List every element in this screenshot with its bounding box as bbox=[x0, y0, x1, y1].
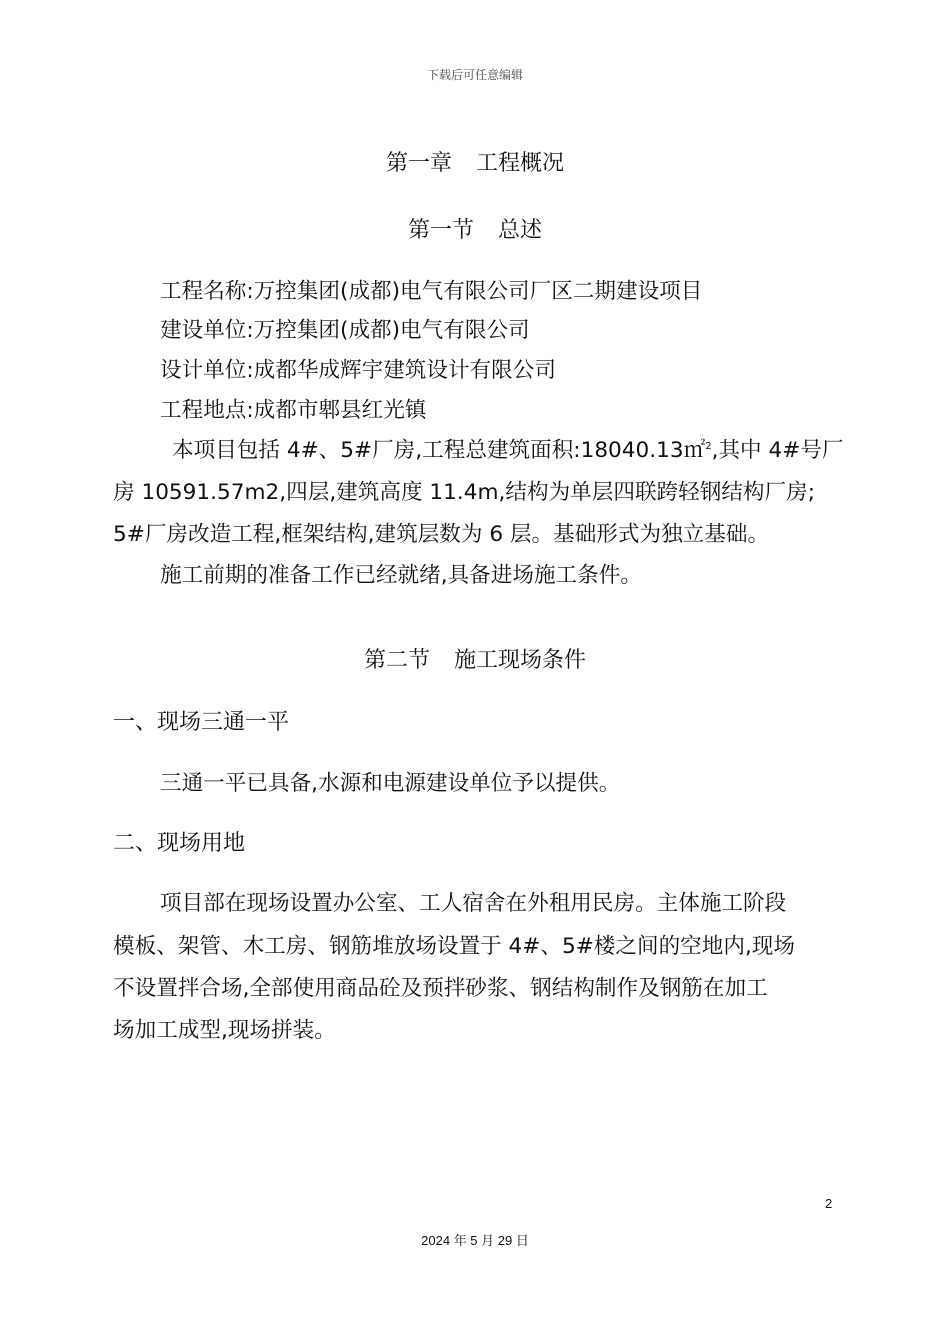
item2-title: 二、现场用地 bbox=[113, 831, 246, 856]
overview-line-1 bbox=[172, 433, 844, 464]
item1-title: 一、现场三通一平 bbox=[113, 710, 290, 735]
section2-heading bbox=[0, 643, 950, 674]
chapter-heading bbox=[0, 146, 950, 177]
info-location: 工程地点:成都市郫县红光镇 bbox=[160, 398, 427, 423]
item2-line-3: 不设置拌合场,全部使用商品砼及预拌砂浆、钢结构制作及钢筋在加工 bbox=[113, 976, 768, 1001]
overview-line-1a: 本项目包括 4#、5#厂房,工程总建筑面积:18040.13㎡ bbox=[172, 438, 706, 463]
section1-title: 总述 bbox=[498, 218, 543, 243]
section1-heading bbox=[0, 213, 950, 244]
overview-line-3: 5#厂房改造工程,框架结构,建筑层数为 6 层。基础形式为独立基础。 bbox=[113, 522, 770, 547]
item2-line-1: 项目部在现场设置办公室、工人宿舍在外租用民房。主体施工阶段 bbox=[160, 891, 787, 916]
info-project-name: 工程名称:万控集团(成都)电气有限公司厂区二期建设项目 bbox=[160, 279, 703, 304]
info-owner: 建设单位:万控集团(成都)电气有限公司 bbox=[160, 318, 530, 343]
section2-title: 施工现场条件 bbox=[454, 648, 587, 673]
section1-number: 第一节 bbox=[407, 218, 474, 243]
page-number: 2 bbox=[825, 1196, 833, 1211]
chapter-number: 第一章 bbox=[385, 151, 452, 176]
item1-body: 三通一平已具备,水源和电源建设单位予以提供。 bbox=[160, 771, 621, 796]
area-superscript: 2 bbox=[705, 441, 712, 452]
item2-line-2: 模板、架管、木工房、钢筋堆放场设置于 4#、5#楼之间的空地内,现场 bbox=[113, 934, 796, 959]
header-note: 下载后可任意编辑 bbox=[426, 68, 523, 82]
overview-line-4: 施工前期的准备工作已经就绪,具备进场施工条件。 bbox=[160, 563, 642, 588]
overview-line-1b: ,其中 4#号厂 bbox=[711, 438, 844, 463]
footer-date: 2024 年 5 月 29 日 bbox=[421, 1233, 529, 1248]
section2-number: 第二节 bbox=[363, 648, 430, 673]
info-designer: 设计单位:成都华成辉宇建筑设计有限公司 bbox=[160, 358, 556, 383]
item2-line-4: 场加工成型,现场拼装。 bbox=[113, 1018, 336, 1043]
overview-line-2: 房 10591.57m2,四层,建筑高度 11.4m,结构为单层四联跨轻钢结构厂房; bbox=[113, 480, 815, 505]
chapter-title: 工程概况 bbox=[476, 151, 565, 176]
